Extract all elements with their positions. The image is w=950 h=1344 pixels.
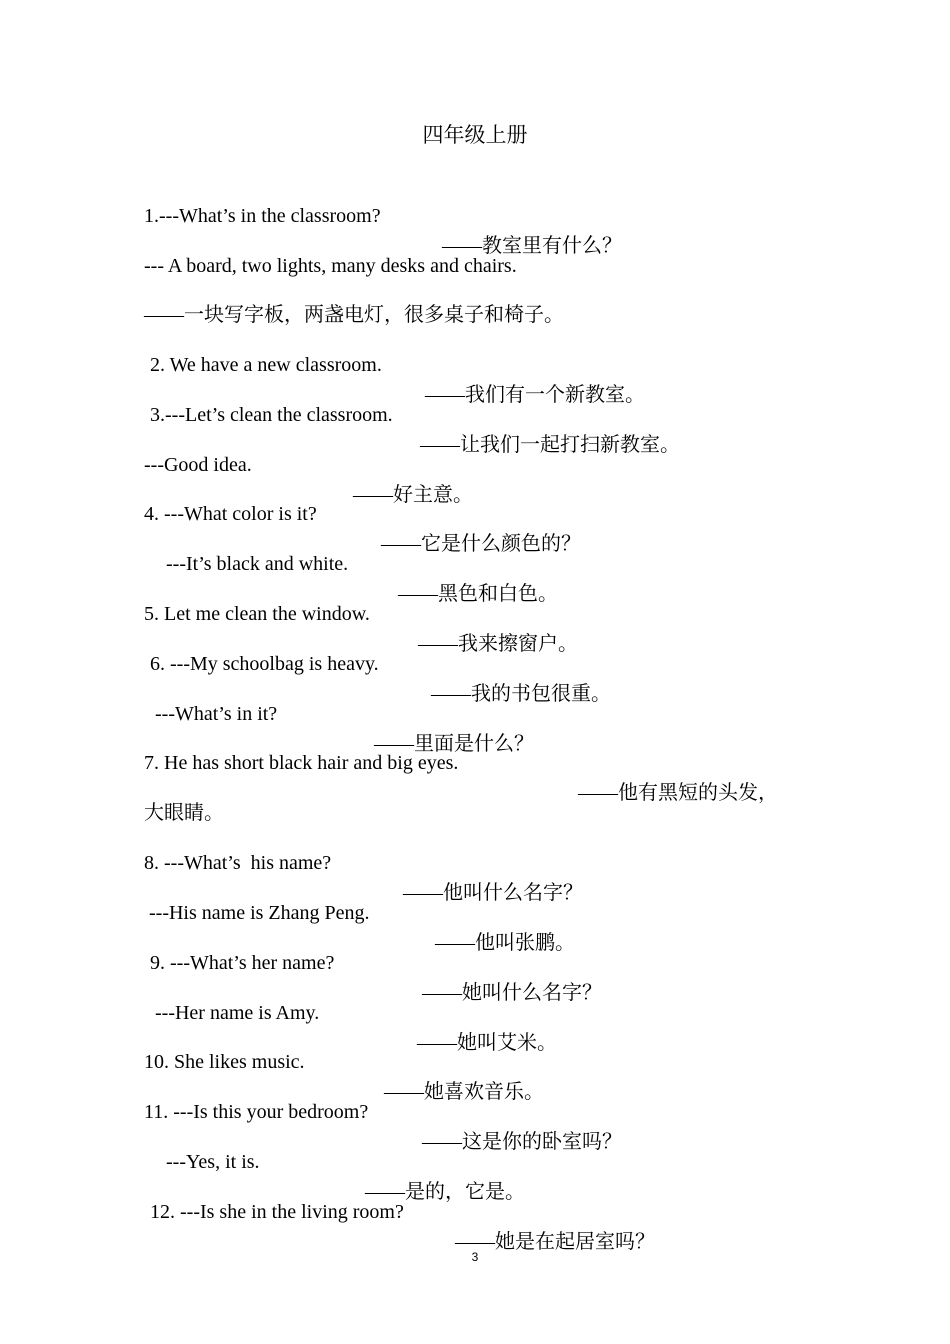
sentence-line [0, 320, 645, 406]
english-text: ---Good idea. [144, 454, 252, 476]
chinese-text: ——好主意。 [353, 484, 473, 506]
english-text: ---Yes, it is. [166, 1151, 260, 1173]
chinese-text: ——我的书包很重。 [431, 683, 611, 705]
chinese-text: ——里面是什么？ [374, 733, 534, 755]
english-text: ---Her name is Amy. [155, 1002, 320, 1024]
english-text: 10. She likes music. [144, 1051, 305, 1073]
english-text: 3.---Let’s clean the classroom. [150, 404, 393, 426]
english-text: ---What’s in it? [155, 703, 278, 725]
english-text: --- A board, two lights, many desks and chairs. [144, 255, 517, 277]
sentence-line [0, 768, 224, 824]
page-number: 3 [471, 1250, 479, 1264]
chinese-text: ——她是在起居室吗？ [455, 1231, 655, 1253]
chinese-text: ——黑色和白色。 [398, 583, 558, 605]
english-text: 2. We have a new classroom. [150, 354, 382, 376]
chinese-text: ——它是什么颜色的？ [381, 533, 581, 555]
chinese-text: ——我们有一个新教室。 [425, 384, 645, 406]
chinese-text: ——我来擦窗户。 [418, 633, 578, 655]
chinese-text: ——她叫艾米。 [417, 1032, 557, 1054]
chinese-text: 大眼睛。 [144, 802, 224, 824]
english-text: 8. ---What’s his name? [144, 852, 332, 874]
page-title: 四年级上册 [422, 123, 528, 147]
chinese-text: ——她喜欢音乐。 [384, 1081, 544, 1103]
sentence-line [0, 818, 583, 904]
chinese-text: ——是的，它是。 [365, 1181, 525, 1203]
sentence-line [0, 270, 564, 326]
english-text: 11. ---Is this your bedroom? [144, 1101, 369, 1123]
english-text: ---It’s black and white. [166, 553, 349, 575]
english-text: 1.---What’s in the classroom? [144, 205, 381, 227]
chinese-text: ——这是你的卧室吗？ [422, 1131, 622, 1153]
chinese-text: ——教室里有什么？ [442, 235, 622, 257]
english-text: 9. ---What’s her name? [150, 952, 335, 974]
english-text: 4. ---What color is it? [144, 503, 317, 525]
sentence-line [0, 221, 517, 277]
chinese-text: ——他叫什么名字？ [403, 882, 583, 904]
sentence-line [0, 420, 473, 506]
chinese-text: ——他有黑短的头发， [578, 782, 778, 804]
sentence-line [0, 171, 622, 257]
chinese-text: ——他叫张鹏。 [435, 932, 575, 954]
english-text: 12. ---Is she in the living room? [150, 1201, 404, 1223]
english-text: ---His name is Zhang Peng. [149, 902, 370, 924]
chinese-text: ——让我们一起打扫新教室。 [420, 434, 680, 456]
chinese-text: ——一块写字板，两盏电灯，很多桌子和椅子。 [144, 304, 564, 326]
english-text: 7. He has short black hair and big eyes. [144, 752, 459, 774]
english-text: 5. Let me clean the window. [144, 603, 370, 625]
english-text: 6. ---My schoolbag is heavy. [150, 653, 379, 675]
chinese-text: ——她叫什么名字？ [422, 982, 602, 1004]
